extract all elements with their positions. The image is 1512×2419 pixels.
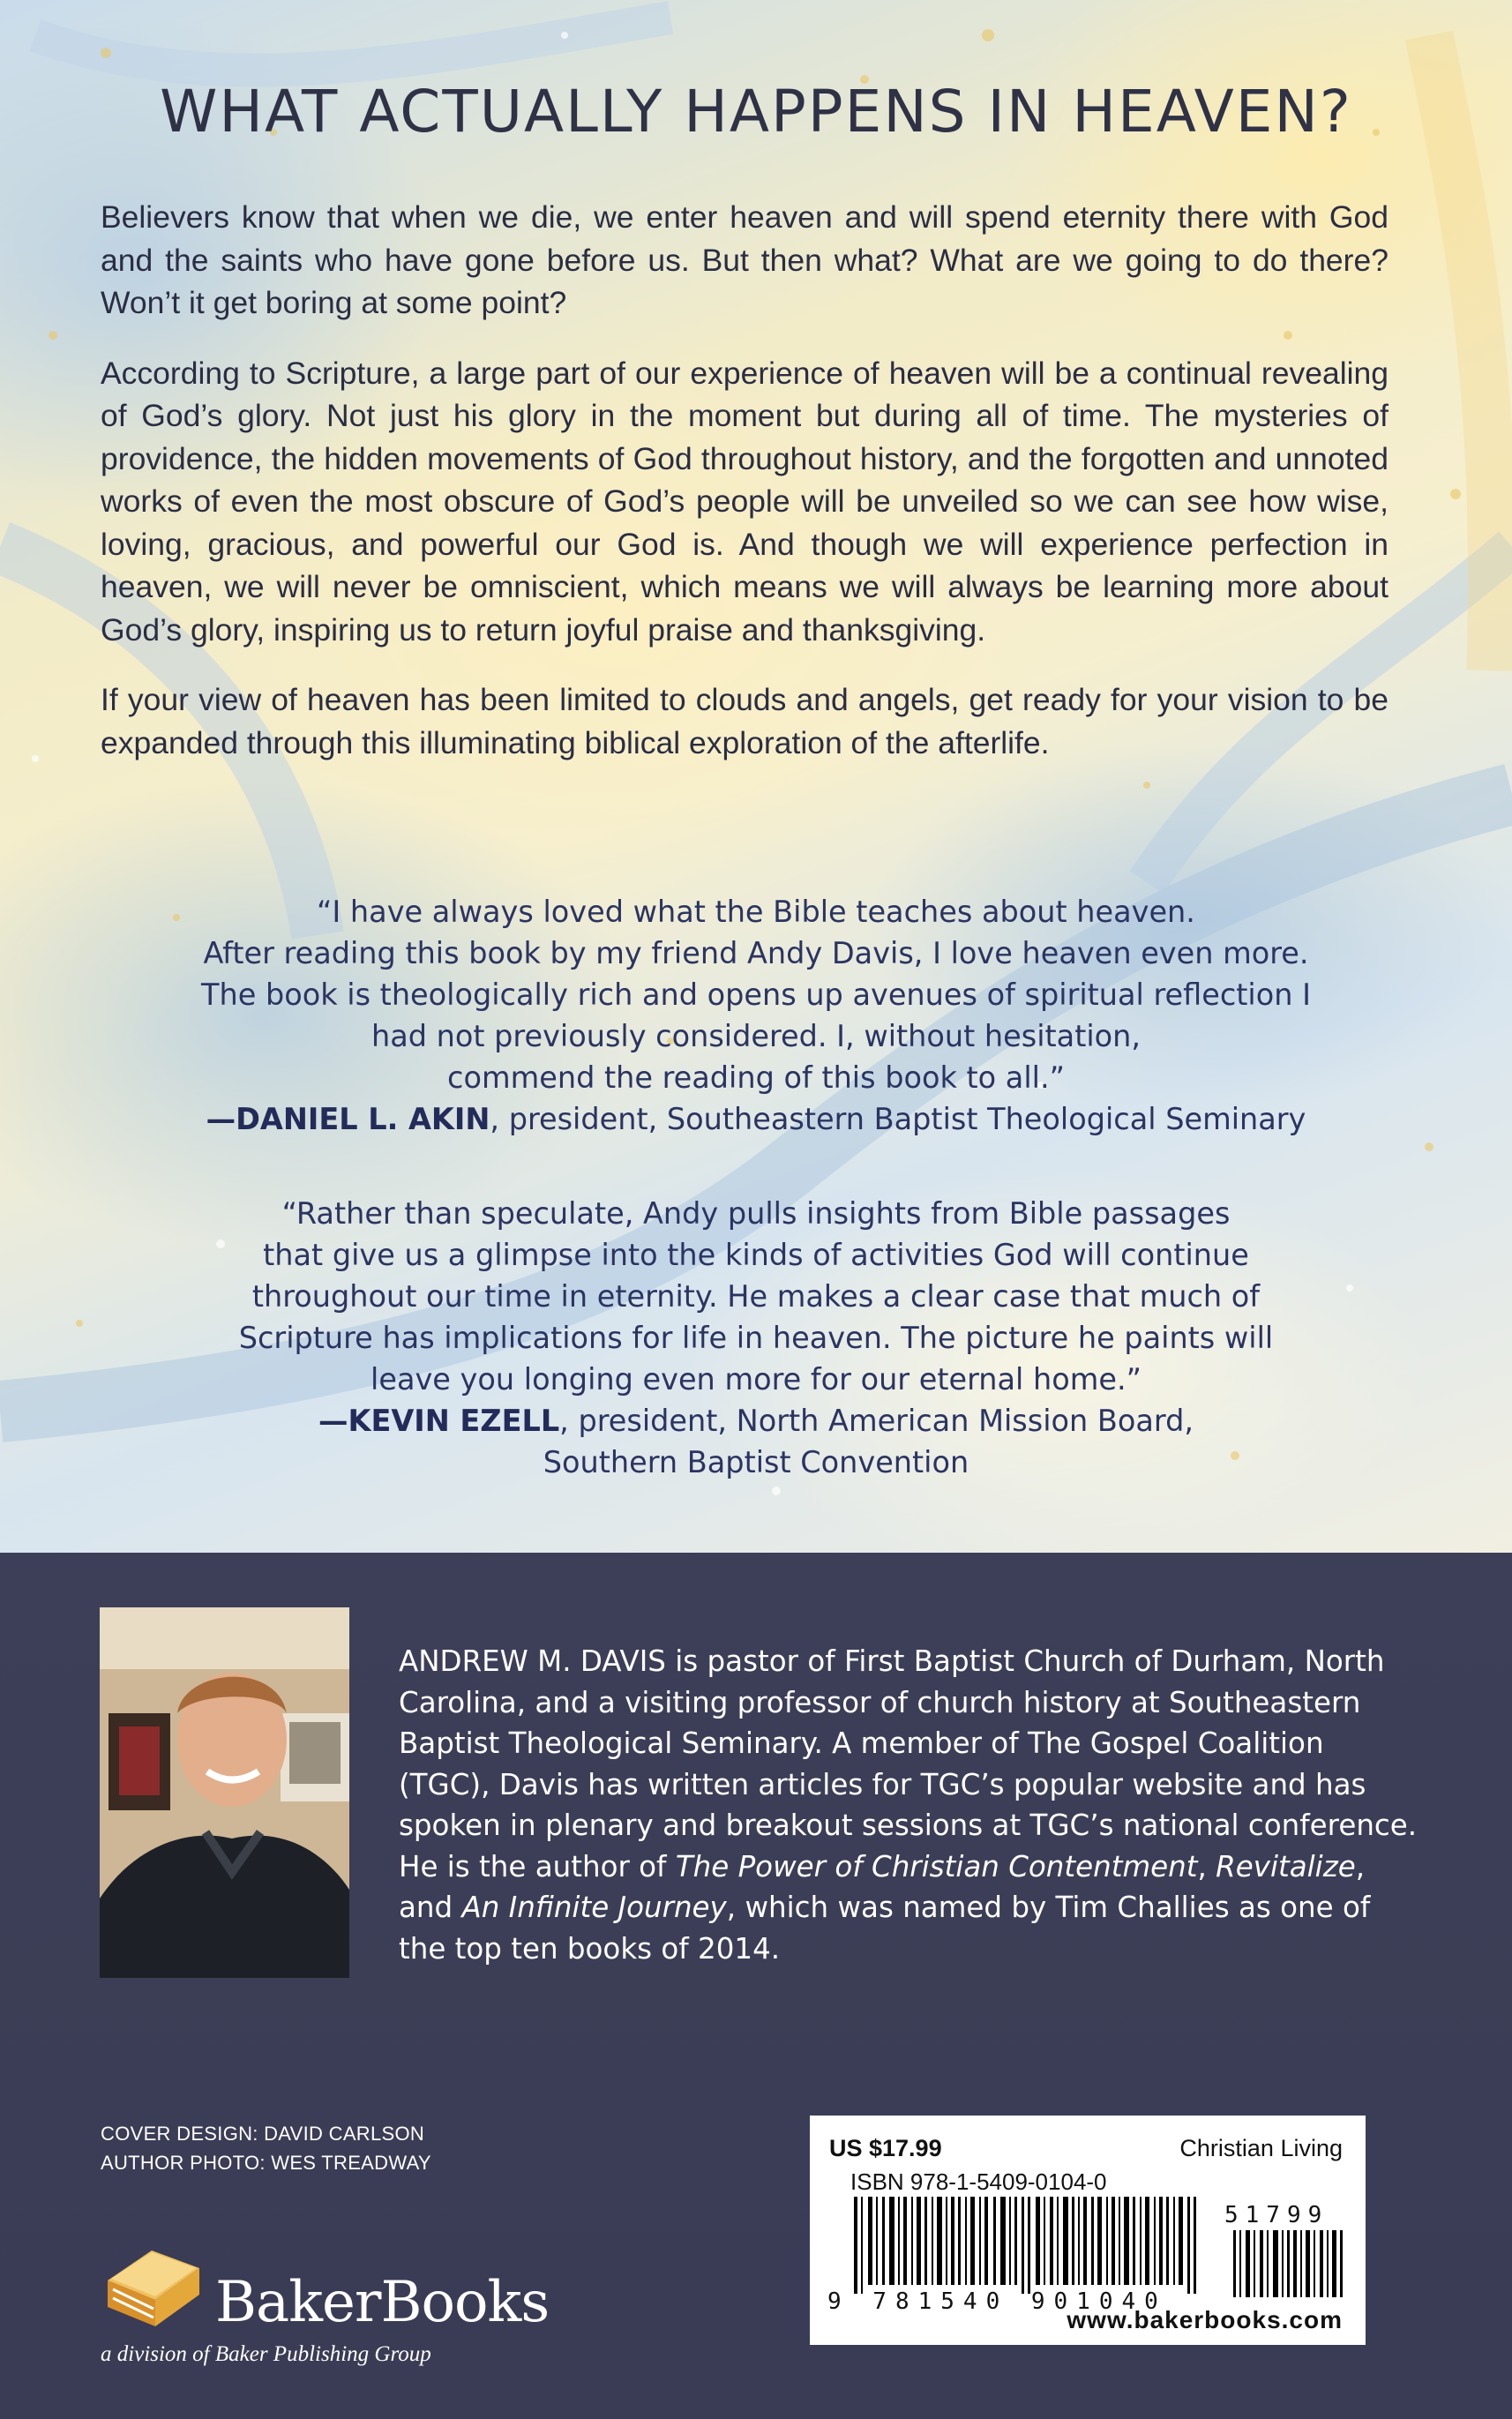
headline: WHAT ACTUALLY HAPPENS IN HEAVEN? <box>160 78 1352 146</box>
endorsement-ezell <box>88 1193 1424 1483</box>
publisher-logo <box>101 2228 639 2366</box>
price: US $17.99 <box>829 2135 942 2161</box>
book-title: The Power of Christian Contentment <box>675 1849 1198 1884</box>
endorsement-line: commend the reading of this book to all.” <box>447 1060 1065 1095</box>
book-stack-icon <box>101 2228 206 2333</box>
endorsement-line: throughout our time in eternity. He makes a clear case that much of <box>251 1279 1261 1314</box>
bio-separator: , <box>1197 1849 1216 1884</box>
endorsement-line: leave you longing even more for our eternal home.” <box>371 1362 1141 1397</box>
publisher-subtitle: a division of Baker Publishing Group <box>101 2342 431 2366</box>
description-paragraph: According to Scripture, a large part of our experience of heaven will be a continual revealing of God’s glory. Not just his glory in the moment but during all of time. The mysteries of providence, the hidden movements of God throughout history, and the forgotten and unnoted works of even the most obscure of God’s people will be unveiled so we can see how wise, loving, gracious, and powerful our God is. And though we will experience perfection in heaven, we will never be omniscient, which means we will always be learning more about God’s glory, inspiring us to return joyful praise and thanksgiving. <box>101 355 1388 648</box>
description-paragraph: If your view of heaven has been limited to clouds and angels, get ready for your vision to be expanded through this illuminating biblical exploration of the afterlife. <box>101 682 1388 760</box>
credits <box>101 2119 431 2177</box>
book-title: An Infinite Journey <box>461 1891 727 1924</box>
endorsement-line: After reading this book by my friend Andy Davis, I love heaven even more. <box>203 936 1309 970</box>
endorsement-line: “I have always loved what the Bible teaches about heaven. <box>317 895 1195 929</box>
author-portrait-image <box>100 1607 349 1978</box>
barcode-panel <box>810 2116 1366 2345</box>
endorsement-akin <box>88 891 1424 1140</box>
bio-separator: , and <box>399 1849 1366 1924</box>
author-photo-credit: AUTHOR PHOTO: WES TREADWAY <box>101 2152 431 2174</box>
endorsement-attribution <box>88 1400 1424 1442</box>
endorsement-line: that give us a glimpse into the kinds of activities God will continue <box>263 1238 1249 1272</box>
endorsement-line: had not previously considered. I, without hesitation, <box>371 1019 1141 1053</box>
bio-text: is pastor of First Baptist Church of Durham, North Carolina, and a visiting professor of church history at Southeastern Baptist Theological Seminary. A member of The Gospel Coalition (TGC), Davis has written articles for TGC’s popular website and has spoken in plenary and breakout sessions at TGC’s national conference. He is the author of <box>399 1644 1418 1884</box>
endorser-role-continued: Southern Baptist Convention <box>543 1445 969 1479</box>
endorser-role: , president, Southeastern Baptist Theological Seminary <box>490 1102 1306 1136</box>
ean-digits: 9 781540 901040 <box>827 2288 1167 2315</box>
publisher-website: www.bakerbooks.com <box>1067 2306 1343 2333</box>
description <box>101 196 1388 791</box>
author-photo <box>100 1607 349 1978</box>
endorser-role: , president, North American Mission Board, <box>559 1404 1194 1438</box>
category: Christian Living <box>1179 2135 1343 2161</box>
bio-text: , which was named by Tim Challies as one of the top ten books of 2014. <box>399 1891 1371 1966</box>
endorser-name: —DANIEL L. AKIN <box>206 1102 490 1136</box>
endorsement-attribution <box>88 1098 1424 1140</box>
endorsement-line: “Rather than speculate, Andy pulls insights from Bible passages <box>281 1196 1231 1231</box>
endorser-name: —KEVIN EZELL <box>318 1404 560 1438</box>
author-bio <box>399 1641 1418 1969</box>
cover-design-credit: COVER DESIGN: DAVID CARLSON <box>101 2123 425 2145</box>
isbn: ISBN 978-1-5409-0104-0 <box>850 2168 1107 2195</box>
endorsement-line: The book is theologically rich and opens up avenues of spiritual reflection I <box>201 977 1311 1012</box>
author-name: ANDREW M. DAVIS <box>399 1644 666 1678</box>
description-paragraph: Believers know that when we die, we enter heaven and will spend eternity there with God and the saints who have gone before us. But then what? What are we going to do there? Won’t it get boring at some point? <box>101 199 1388 320</box>
book-title: Revitalize <box>1216 1849 1356 1884</box>
endorsement-line: Scripture has implications for life in heaven. The picture he paints will <box>238 1321 1274 1355</box>
price-code: 51799 <box>1224 2202 1329 2228</box>
publisher-name: BakerBooks <box>215 2270 550 2335</box>
